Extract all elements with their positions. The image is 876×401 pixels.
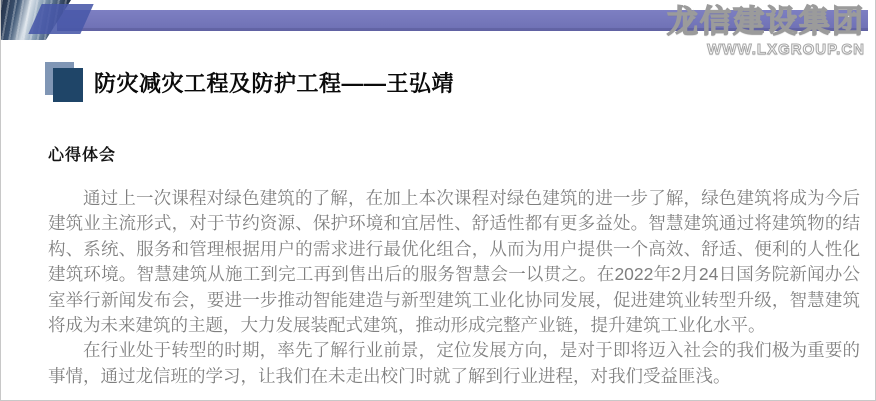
body-text-block: [48, 186, 860, 389]
title-bullet-icon: [45, 62, 84, 103]
title-row: [45, 62, 454, 103]
brand-logo-text: 龙信建设集团: [667, 4, 865, 39]
slide-title: 防灾减灾工程及防护工程——王弘靖: [94, 71, 455, 96]
brand-url-text: WWW.LXGROUP.CN: [707, 41, 865, 59]
brand-watermark: [667, 5, 865, 58]
body-paragraph: 通过上一次课程对绿色建筑的了解，在加上本次课程对绿色建筑的进一步了解，绿色建筑将成为今后建筑业主流形式，对于节约资源、保护环境和宜居性、舒适性都有更多益处。智慧建筑通过将建筑物的结构、系统、服务和管理根据用户的需求进行最优化组合，从而为用户提供一个高效、舒适、便利的人性化建筑环境。智慧建筑从施工到完工再到售出后的服务智慧会一以贯之。在2022年2月24日国务院新闻办公室举行新闻发布会，要进一步推动智能建造与新型建筑工业化协同发展，促进建筑业转型升级，智慧建筑将成为未来建筑的主题，大力发展装配式建筑，推动形成完整产业链，提升建筑工业化水平。: [48, 188, 860, 336]
section-heading: 心得体会: [48, 147, 117, 164]
bullet-front-square: [53, 68, 83, 102]
body-paragraph: 在行业处于转型的时期，率先了解行业前景，定位发展方向，是对于即将迈入社会的我们极为重要的事情，通过龙信班的学习，让我们在未走出校门时就了解到行业进程，对我们受益匪浅。: [48, 340, 860, 386]
